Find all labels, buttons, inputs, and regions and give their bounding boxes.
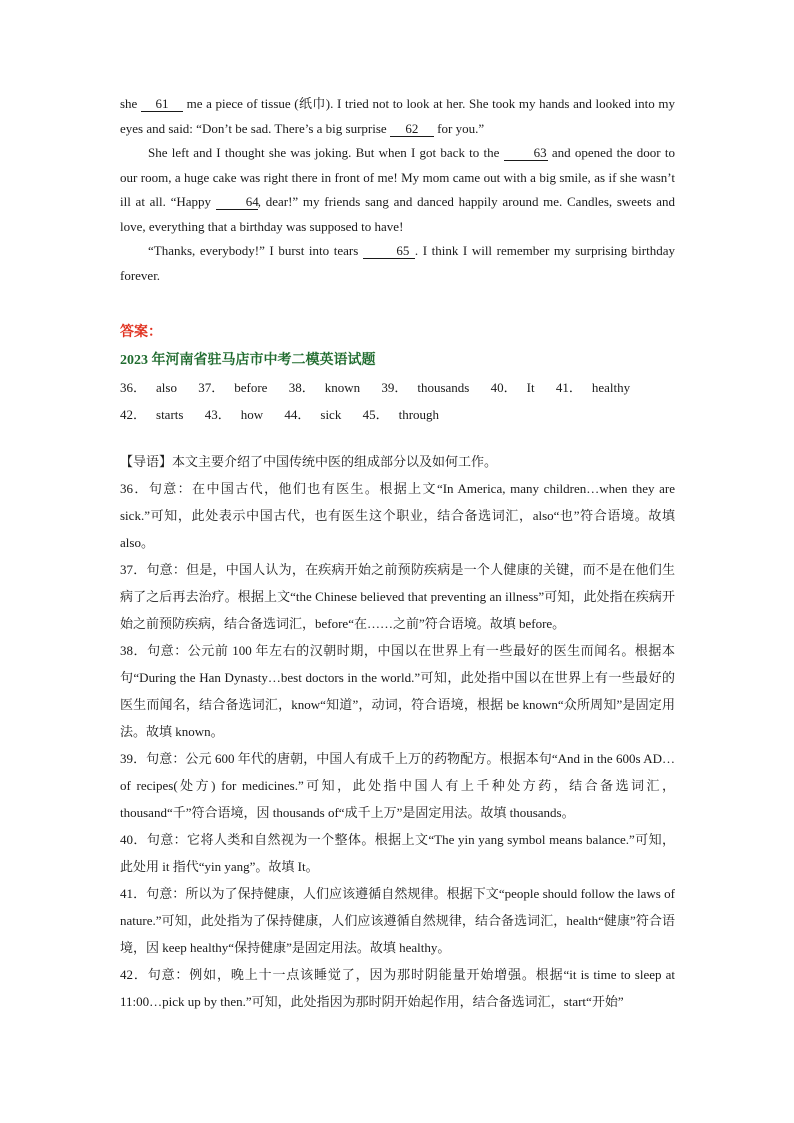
page-content bbox=[120, 92, 675, 1015]
blank-65: 65 bbox=[363, 244, 415, 259]
passage-text: and opened the door to our room, a huge cake was right there in front of me! My mom came out with a big smile, as if she wasn’t ill at all. “Happy bbox=[120, 145, 675, 209]
blank-63: 63 bbox=[504, 146, 548, 161]
explanation-40: 40．句意：它将人类和自然视为一个整体。根据上文“The yin yang symbol means balance.”可知，此处用 it 指代“yin yang”。故填 It。 bbox=[120, 832, 675, 874]
explanations bbox=[120, 448, 675, 1015]
answer-title: 2023 年河南省驻马店市中考二模英语试题 bbox=[120, 353, 376, 368]
passage-text: “Thanks, everybody!” I burst into tears bbox=[148, 243, 363, 258]
explanation-37: 37．句意：但是，中国人认为，在疾病开始之前预防疾病是一个人健康的关键，而不是在他们生病了之后再去治疗。根据上文“the Chinese believed that preventing an illness”可知，此处指在疾病开始之前预防疾病，结合备选词汇，before“在……之前”符合语境。故填 before。 bbox=[120, 562, 675, 631]
answer-key-item: 40． It bbox=[490, 380, 535, 395]
explanation-41: 41．句意：所以为了保持健康，人们应该遵循自然规律。根据下文“people should follow the laws of nature.”可知，此处指为了保持健康，人们应该遵循自然规律，结合备选词汇，health“健康”符合语境，因 keep healthy“保持健康”是固定用法。故填 healthy。 bbox=[120, 886, 675, 955]
answer-label: 答案： bbox=[120, 325, 162, 340]
passage-text: for you.” bbox=[433, 120, 485, 136]
passage-text: , dear!” my friends sang and danced happily around me. Candles, sweets and love, everything that a birthday was supposed to have! bbox=[120, 194, 676, 234]
answer-key-item: 42． starts bbox=[120, 407, 184, 422]
answer-key-item: 43． how bbox=[204, 407, 264, 422]
passage-paragraph-1 bbox=[120, 92, 675, 141]
answer-key-item: 36． also bbox=[120, 380, 177, 395]
explanation-intro: 【导语】本文主要介绍了中国传统中医的组成部分以及如何工作。 bbox=[120, 454, 498, 469]
explanation-36: 36．句意：在中国古代，他们也有医生。根据上文“In America, many children…when they are sick.”可知，此处表示中国古代，也有医生这个职业，结合备选词汇，also“也”符合语境。故填 also。 bbox=[120, 481, 675, 550]
passage-text: She left and I thought she was joking. But when I got back to the bbox=[148, 145, 504, 160]
answer-key-row-2 bbox=[120, 401, 675, 428]
answer-key-item: 45． through bbox=[362, 407, 440, 422]
answer-key-item: 37． before bbox=[198, 380, 268, 395]
passage-paragraph-2 bbox=[120, 141, 675, 239]
answer-key-row-1 bbox=[120, 374, 675, 401]
passage-paragraph-3 bbox=[120, 239, 675, 288]
explanation-39: 39．句意：公元 600 年代的唐朝，中国人有成千上万的药物配方。根据本句“And in the 600s AD…of recipes(处方) for medicines.”可知，此处指中国人有上千种处方药，结合备选词汇，thousand“千”符合语境，因 thousands of“成千上万”是固定用法。故填 thousands。 bbox=[120, 751, 675, 820]
answer-key-item: 44． sick bbox=[284, 407, 342, 422]
passage-text: me a piece of tissue (纸巾). I tried not to look at her. She took my hands and looked into my eyes and said: “Don’t be sad. There’s a big surprise bbox=[120, 96, 675, 136]
passage-text: she bbox=[120, 96, 141, 111]
answer-key-item: 38． known bbox=[288, 380, 361, 395]
explanation-38: 38．句意：公元前 100 年左右的汉朝时期，中国以在世界上有一些最好的医生而闻名。根据本句“During the Han Dynasty…best doctors in the world.”可知，此处指中国以在世界上有一些最好的医生而闻名，结合备选词汇，know“知道”，动词，符合语境，根据 be known“众所周知”是固定用法。故填 known。 bbox=[120, 643, 675, 739]
blank-61: 61 bbox=[141, 97, 183, 112]
passage-text: . I think I will remember my surprising birthday forever. bbox=[120, 243, 676, 283]
blank-62: 62 bbox=[390, 122, 434, 137]
explanation-42: 42．句意：例如，晚上十一点该睡觉了，因为那时阴能量开始增强。根据“it is time to sleep at 11:00…pick up by then.”可知，此处指因为那时阴开始起作用，结合备选词汇，start“开始” bbox=[120, 967, 675, 1009]
answer-key-item: 41． healthy bbox=[555, 380, 631, 395]
answer-key-item: 39． thousands bbox=[381, 380, 470, 395]
blank-64: 64 bbox=[216, 195, 258, 210]
